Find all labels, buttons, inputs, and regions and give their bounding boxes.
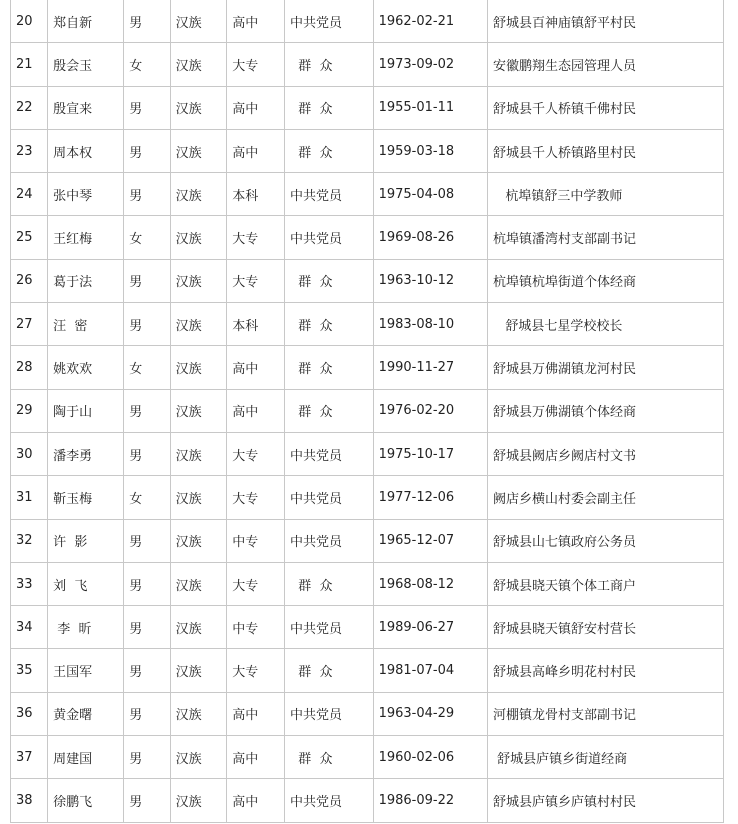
cell-number: 21 bbox=[11, 43, 47, 85]
cell-number: 22 bbox=[11, 87, 47, 129]
cell-gender: 男 bbox=[124, 779, 169, 821]
cell-political-status: 群 众 bbox=[285, 346, 373, 388]
cell-birth-date: 1977-12-06 bbox=[374, 476, 487, 518]
cell-education: 高中 bbox=[227, 736, 284, 778]
cell-birth-date: 1962-02-21 bbox=[374, 0, 487, 42]
cell-gender: 男 bbox=[124, 433, 169, 475]
cell-political-status: 群 众 bbox=[285, 736, 373, 778]
cell-education: 高中 bbox=[227, 346, 284, 388]
cell-occupation: 舒城县七星学校校长 bbox=[488, 303, 723, 345]
cell-birth-date: 1968-08-12 bbox=[374, 563, 487, 605]
cell-occupation: 舒城县万佛湖镇个体经商 bbox=[488, 390, 723, 432]
cell-political-status: 群 众 bbox=[285, 260, 373, 302]
table-row bbox=[11, 260, 723, 302]
cell-gender: 男 bbox=[124, 173, 169, 215]
cell-name: 王国军 bbox=[48, 649, 123, 691]
cell-birth-date: 1989-06-27 bbox=[374, 606, 487, 648]
cell-education: 高中 bbox=[227, 87, 284, 129]
cell-number: 34 bbox=[11, 606, 47, 648]
cell-name: 姚欢欢 bbox=[48, 346, 123, 388]
cell-education: 大专 bbox=[227, 216, 284, 258]
cell-name: 王红梅 bbox=[48, 216, 123, 258]
cell-political-status: 中共党员 bbox=[285, 606, 373, 648]
table-row bbox=[11, 779, 723, 821]
cell-number: 31 bbox=[11, 476, 47, 518]
cell-education: 大专 bbox=[227, 433, 284, 475]
cell-occupation: 河棚镇龙骨村支部副书记 bbox=[488, 693, 723, 735]
roster-table bbox=[10, 0, 724, 823]
table-row bbox=[11, 130, 723, 172]
cell-birth-date: 1976-02-20 bbox=[374, 390, 487, 432]
cell-birth-date: 1963-10-12 bbox=[374, 260, 487, 302]
cell-ethnicity: 汉族 bbox=[171, 693, 227, 735]
cell-number: 27 bbox=[11, 303, 47, 345]
cell-political-status: 群 众 bbox=[285, 649, 373, 691]
cell-birth-date: 1955-01-11 bbox=[374, 87, 487, 129]
cell-education: 高中 bbox=[227, 130, 284, 172]
cell-gender: 男 bbox=[124, 260, 169, 302]
cell-political-status: 群 众 bbox=[285, 390, 373, 432]
table-row bbox=[11, 87, 723, 129]
cell-birth-date: 1975-10-17 bbox=[374, 433, 487, 475]
cell-birth-date: 1963-04-29 bbox=[374, 693, 487, 735]
cell-ethnicity: 汉族 bbox=[171, 303, 227, 345]
cell-name: 刘 飞 bbox=[48, 563, 123, 605]
cell-ethnicity: 汉族 bbox=[171, 216, 227, 258]
cell-political-status: 群 众 bbox=[285, 87, 373, 129]
cell-number: 30 bbox=[11, 433, 47, 475]
table-row bbox=[11, 693, 723, 735]
cell-gender: 男 bbox=[124, 130, 169, 172]
cell-name: 汪 密 bbox=[48, 303, 123, 345]
cell-number: 28 bbox=[11, 346, 47, 388]
cell-name: 殷会玉 bbox=[48, 43, 123, 85]
cell-gender: 男 bbox=[124, 520, 169, 562]
cell-name: 郑自新 bbox=[48, 0, 123, 42]
cell-ethnicity: 汉族 bbox=[171, 173, 227, 215]
table-row bbox=[11, 606, 723, 648]
cell-number: 26 bbox=[11, 260, 47, 302]
cell-name: 周建国 bbox=[48, 736, 123, 778]
cell-gender: 女 bbox=[124, 476, 169, 518]
cell-ethnicity: 汉族 bbox=[171, 0, 227, 42]
table-row bbox=[11, 303, 723, 345]
cell-number: 38 bbox=[11, 779, 47, 821]
cell-political-status: 中共党员 bbox=[285, 173, 373, 215]
cell-gender: 男 bbox=[124, 649, 169, 691]
cell-gender: 男 bbox=[124, 303, 169, 345]
cell-gender: 女 bbox=[124, 216, 169, 258]
cell-name: 周本权 bbox=[48, 130, 123, 172]
table-row bbox=[11, 173, 723, 215]
cell-birth-date: 1959-03-18 bbox=[374, 130, 487, 172]
cell-number: 32 bbox=[11, 520, 47, 562]
cell-ethnicity: 汉族 bbox=[171, 476, 227, 518]
cell-education: 大专 bbox=[227, 649, 284, 691]
cell-name: 徐鹏飞 bbox=[48, 779, 123, 821]
cell-name: 黄金曙 bbox=[48, 693, 123, 735]
cell-gender: 男 bbox=[124, 390, 169, 432]
cell-name: 殷宣来 bbox=[48, 87, 123, 129]
table-row bbox=[11, 346, 723, 388]
cell-occupation: 舒城县阙店乡阙店村文书 bbox=[488, 433, 723, 475]
cell-education: 高中 bbox=[227, 779, 284, 821]
cell-name: 靳玉梅 bbox=[48, 476, 123, 518]
table-row bbox=[11, 563, 723, 605]
cell-ethnicity: 汉族 bbox=[171, 736, 227, 778]
cell-number: 20 bbox=[11, 0, 47, 42]
cell-name: 陶于山 bbox=[48, 390, 123, 432]
table-row bbox=[11, 0, 723, 42]
cell-gender: 男 bbox=[124, 0, 169, 42]
cell-occupation: 杭埠镇杭埠街道个体经商 bbox=[488, 260, 723, 302]
cell-education: 高中 bbox=[227, 0, 284, 42]
cell-gender: 女 bbox=[124, 346, 169, 388]
cell-occupation: 舒城县千人桥镇路里村民 bbox=[488, 130, 723, 172]
cell-ethnicity: 汉族 bbox=[171, 43, 227, 85]
cell-occupation: 杭埠镇潘湾村支部副书记 bbox=[488, 216, 723, 258]
cell-gender: 女 bbox=[124, 43, 169, 85]
table-row bbox=[11, 216, 723, 258]
cell-ethnicity: 汉族 bbox=[171, 779, 227, 821]
cell-gender: 男 bbox=[124, 693, 169, 735]
cell-number: 36 bbox=[11, 693, 47, 735]
cell-political-status: 群 众 bbox=[285, 303, 373, 345]
cell-occupation: 舒城县庐镇乡庐镇村村民 bbox=[488, 779, 723, 821]
table-row bbox=[11, 520, 723, 562]
cell-ethnicity: 汉族 bbox=[171, 433, 227, 475]
cell-gender: 男 bbox=[124, 606, 169, 648]
cell-birth-date: 1969-08-26 bbox=[374, 216, 487, 258]
cell-number: 37 bbox=[11, 736, 47, 778]
cell-ethnicity: 汉族 bbox=[171, 390, 227, 432]
cell-education: 大专 bbox=[227, 260, 284, 302]
cell-education: 高中 bbox=[227, 693, 284, 735]
cell-occupation: 舒城县百神庙镇舒平村民 bbox=[488, 0, 723, 42]
cell-education: 大专 bbox=[227, 476, 284, 518]
cell-ethnicity: 汉族 bbox=[171, 606, 227, 648]
cell-number: 35 bbox=[11, 649, 47, 691]
table-row bbox=[11, 736, 723, 778]
cell-education: 大专 bbox=[227, 563, 284, 605]
cell-political-status: 中共党员 bbox=[285, 693, 373, 735]
cell-occupation: 杭埠镇舒三中学教师 bbox=[488, 173, 723, 215]
cell-political-status: 中共党员 bbox=[285, 0, 373, 42]
roster-table-body bbox=[11, 0, 723, 822]
cell-birth-date: 1973-09-02 bbox=[374, 43, 487, 85]
cell-number: 25 bbox=[11, 216, 47, 258]
cell-political-status: 中共党员 bbox=[285, 779, 373, 821]
cell-occupation: 舒城县山七镇政府公务员 bbox=[488, 520, 723, 562]
cell-occupation: 安徽鹏翔生态园管理人员 bbox=[488, 43, 723, 85]
cell-name: 潘李勇 bbox=[48, 433, 123, 475]
cell-gender: 男 bbox=[124, 563, 169, 605]
cell-ethnicity: 汉族 bbox=[171, 87, 227, 129]
cell-gender: 男 bbox=[124, 87, 169, 129]
cell-name: 许 影 bbox=[48, 520, 123, 562]
cell-political-status: 中共党员 bbox=[285, 433, 373, 475]
cell-education: 中专 bbox=[227, 606, 284, 648]
cell-birth-date: 1965-12-07 bbox=[374, 520, 487, 562]
cell-occupation: 舒城县千人桥镇千佛村民 bbox=[488, 87, 723, 129]
cell-gender: 男 bbox=[124, 736, 169, 778]
cell-political-status: 群 众 bbox=[285, 563, 373, 605]
cell-occupation: 舒城县万佛湖镇龙河村民 bbox=[488, 346, 723, 388]
cell-education: 本科 bbox=[227, 303, 284, 345]
table-row bbox=[11, 390, 723, 432]
cell-ethnicity: 汉族 bbox=[171, 130, 227, 172]
cell-occupation: 舒城县晓天镇个体工商户 bbox=[488, 563, 723, 605]
table-row bbox=[11, 649, 723, 691]
cell-birth-date: 1960-02-06 bbox=[374, 736, 487, 778]
cell-birth-date: 1986-09-22 bbox=[374, 779, 487, 821]
cell-ethnicity: 汉族 bbox=[171, 520, 227, 562]
cell-occupation: 舒城县晓天镇舒安村营长 bbox=[488, 606, 723, 648]
cell-political-status: 中共党员 bbox=[285, 520, 373, 562]
cell-name: 李 昕 bbox=[48, 606, 123, 648]
cell-number: 29 bbox=[11, 390, 47, 432]
cell-occupation: 阙店乡横山村委会副主任 bbox=[488, 476, 723, 518]
cell-birth-date: 1983-08-10 bbox=[374, 303, 487, 345]
cell-ethnicity: 汉族 bbox=[171, 649, 227, 691]
cell-political-status: 群 众 bbox=[285, 130, 373, 172]
cell-education: 高中 bbox=[227, 390, 284, 432]
table-row bbox=[11, 43, 723, 85]
cell-ethnicity: 汉族 bbox=[171, 563, 227, 605]
cell-name: 张中琴 bbox=[48, 173, 123, 215]
cell-political-status: 中共党员 bbox=[285, 216, 373, 258]
cell-ethnicity: 汉族 bbox=[171, 260, 227, 302]
cell-education: 中专 bbox=[227, 520, 284, 562]
cell-name: 葛于法 bbox=[48, 260, 123, 302]
cell-education: 本科 bbox=[227, 173, 284, 215]
cell-birth-date: 1981-07-04 bbox=[374, 649, 487, 691]
cell-education: 大专 bbox=[227, 43, 284, 85]
cell-birth-date: 1990-11-27 bbox=[374, 346, 487, 388]
table-row bbox=[11, 476, 723, 518]
cell-political-status: 群 众 bbox=[285, 43, 373, 85]
cell-ethnicity: 汉族 bbox=[171, 346, 227, 388]
cell-birth-date: 1975-04-08 bbox=[374, 173, 487, 215]
cell-number: 24 bbox=[11, 173, 47, 215]
cell-occupation: 舒城县庐镇乡街道经商 bbox=[488, 736, 723, 778]
cell-number: 23 bbox=[11, 130, 47, 172]
table-row bbox=[11, 433, 723, 475]
cell-number: 33 bbox=[11, 563, 47, 605]
cell-political-status: 中共党员 bbox=[285, 476, 373, 518]
cell-occupation: 舒城县高峰乡明花村村民 bbox=[488, 649, 723, 691]
